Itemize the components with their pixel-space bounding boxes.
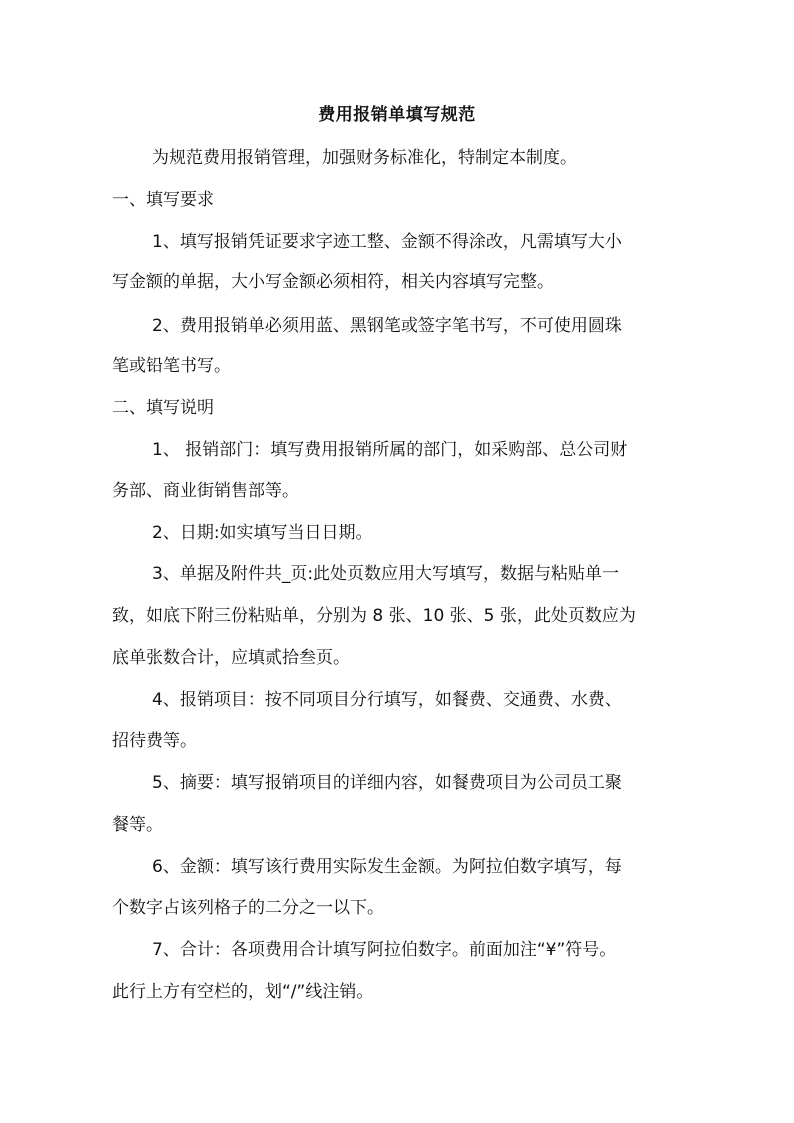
instruction-3-line-2: 致，如底下附三份粘贴单，分别为 8 张、10 张、5 张，此处页数应为 xyxy=(112,606,636,626)
instruction-6-line-2: 个数字占该列格子的二分之一以下。 xyxy=(112,898,384,918)
instruction-4-line-2: 招待费等。 xyxy=(112,731,197,751)
requirement-1-line-2: 写金额的单据，大小写金额必须相符，相关内容填写完整。 xyxy=(112,272,554,292)
instruction-7-line-2: 此行上方有空栏的，划“/”线注销。 xyxy=(112,982,374,1002)
requirement-1-line-1: 1、填写报销凭证要求字迹工整、金额不得涂改，凡需填写大小 xyxy=(152,232,622,252)
instruction-3-line-3: 底单张数合计，应填贰拾叁页。 xyxy=(112,648,350,668)
instruction-3-line-1: 3、单据及附件共_页:此处页数应用大写填写，数据与粘贴单一 xyxy=(152,564,620,584)
instruction-6-line-1: 6、金额：填写该行费用实际发生金额。为阿拉伯数字填写，每 xyxy=(152,857,622,877)
document-title: 费用报销单填写规范 xyxy=(318,105,476,125)
instruction-1-line-1: 1、 报销部门：填写费用报销所属的部门，如采购部、总公司财 xyxy=(152,440,628,460)
instruction-7-line-1: 7、合计：各项费用合计填写阿拉伯数字。前面加注“¥”符号。 xyxy=(152,940,617,960)
instruction-1-line-2: 务部、商业街销售部等。 xyxy=(112,481,299,501)
intro-paragraph: 为规范费用报销管理，加强财务标准化，特制定本制度。 xyxy=(152,148,577,168)
requirement-2-line-1: 2、费用报销单必须用蓝、黑钢笔或签字笔书写，不可使用圆珠 xyxy=(152,316,622,336)
section-heading-requirements: 一、填写要求 xyxy=(112,190,214,210)
instruction-5-line-2: 餐等。 xyxy=(112,815,163,835)
instruction-5-line-1: 5、摘要：填写报销项目的详细内容，如餐费项目为公司员工聚 xyxy=(152,773,622,793)
section-heading-instructions: 二、填写说明 xyxy=(112,398,214,418)
instruction-4-line-1: 4、报销项目：按不同项目分行填写，如餐费、交通费、水费、 xyxy=(152,690,622,710)
requirement-2-line-2: 笔或铅笔书写。 xyxy=(112,356,231,376)
instruction-2-line-1: 2、日期:如实填写当日日期。 xyxy=(152,523,373,543)
